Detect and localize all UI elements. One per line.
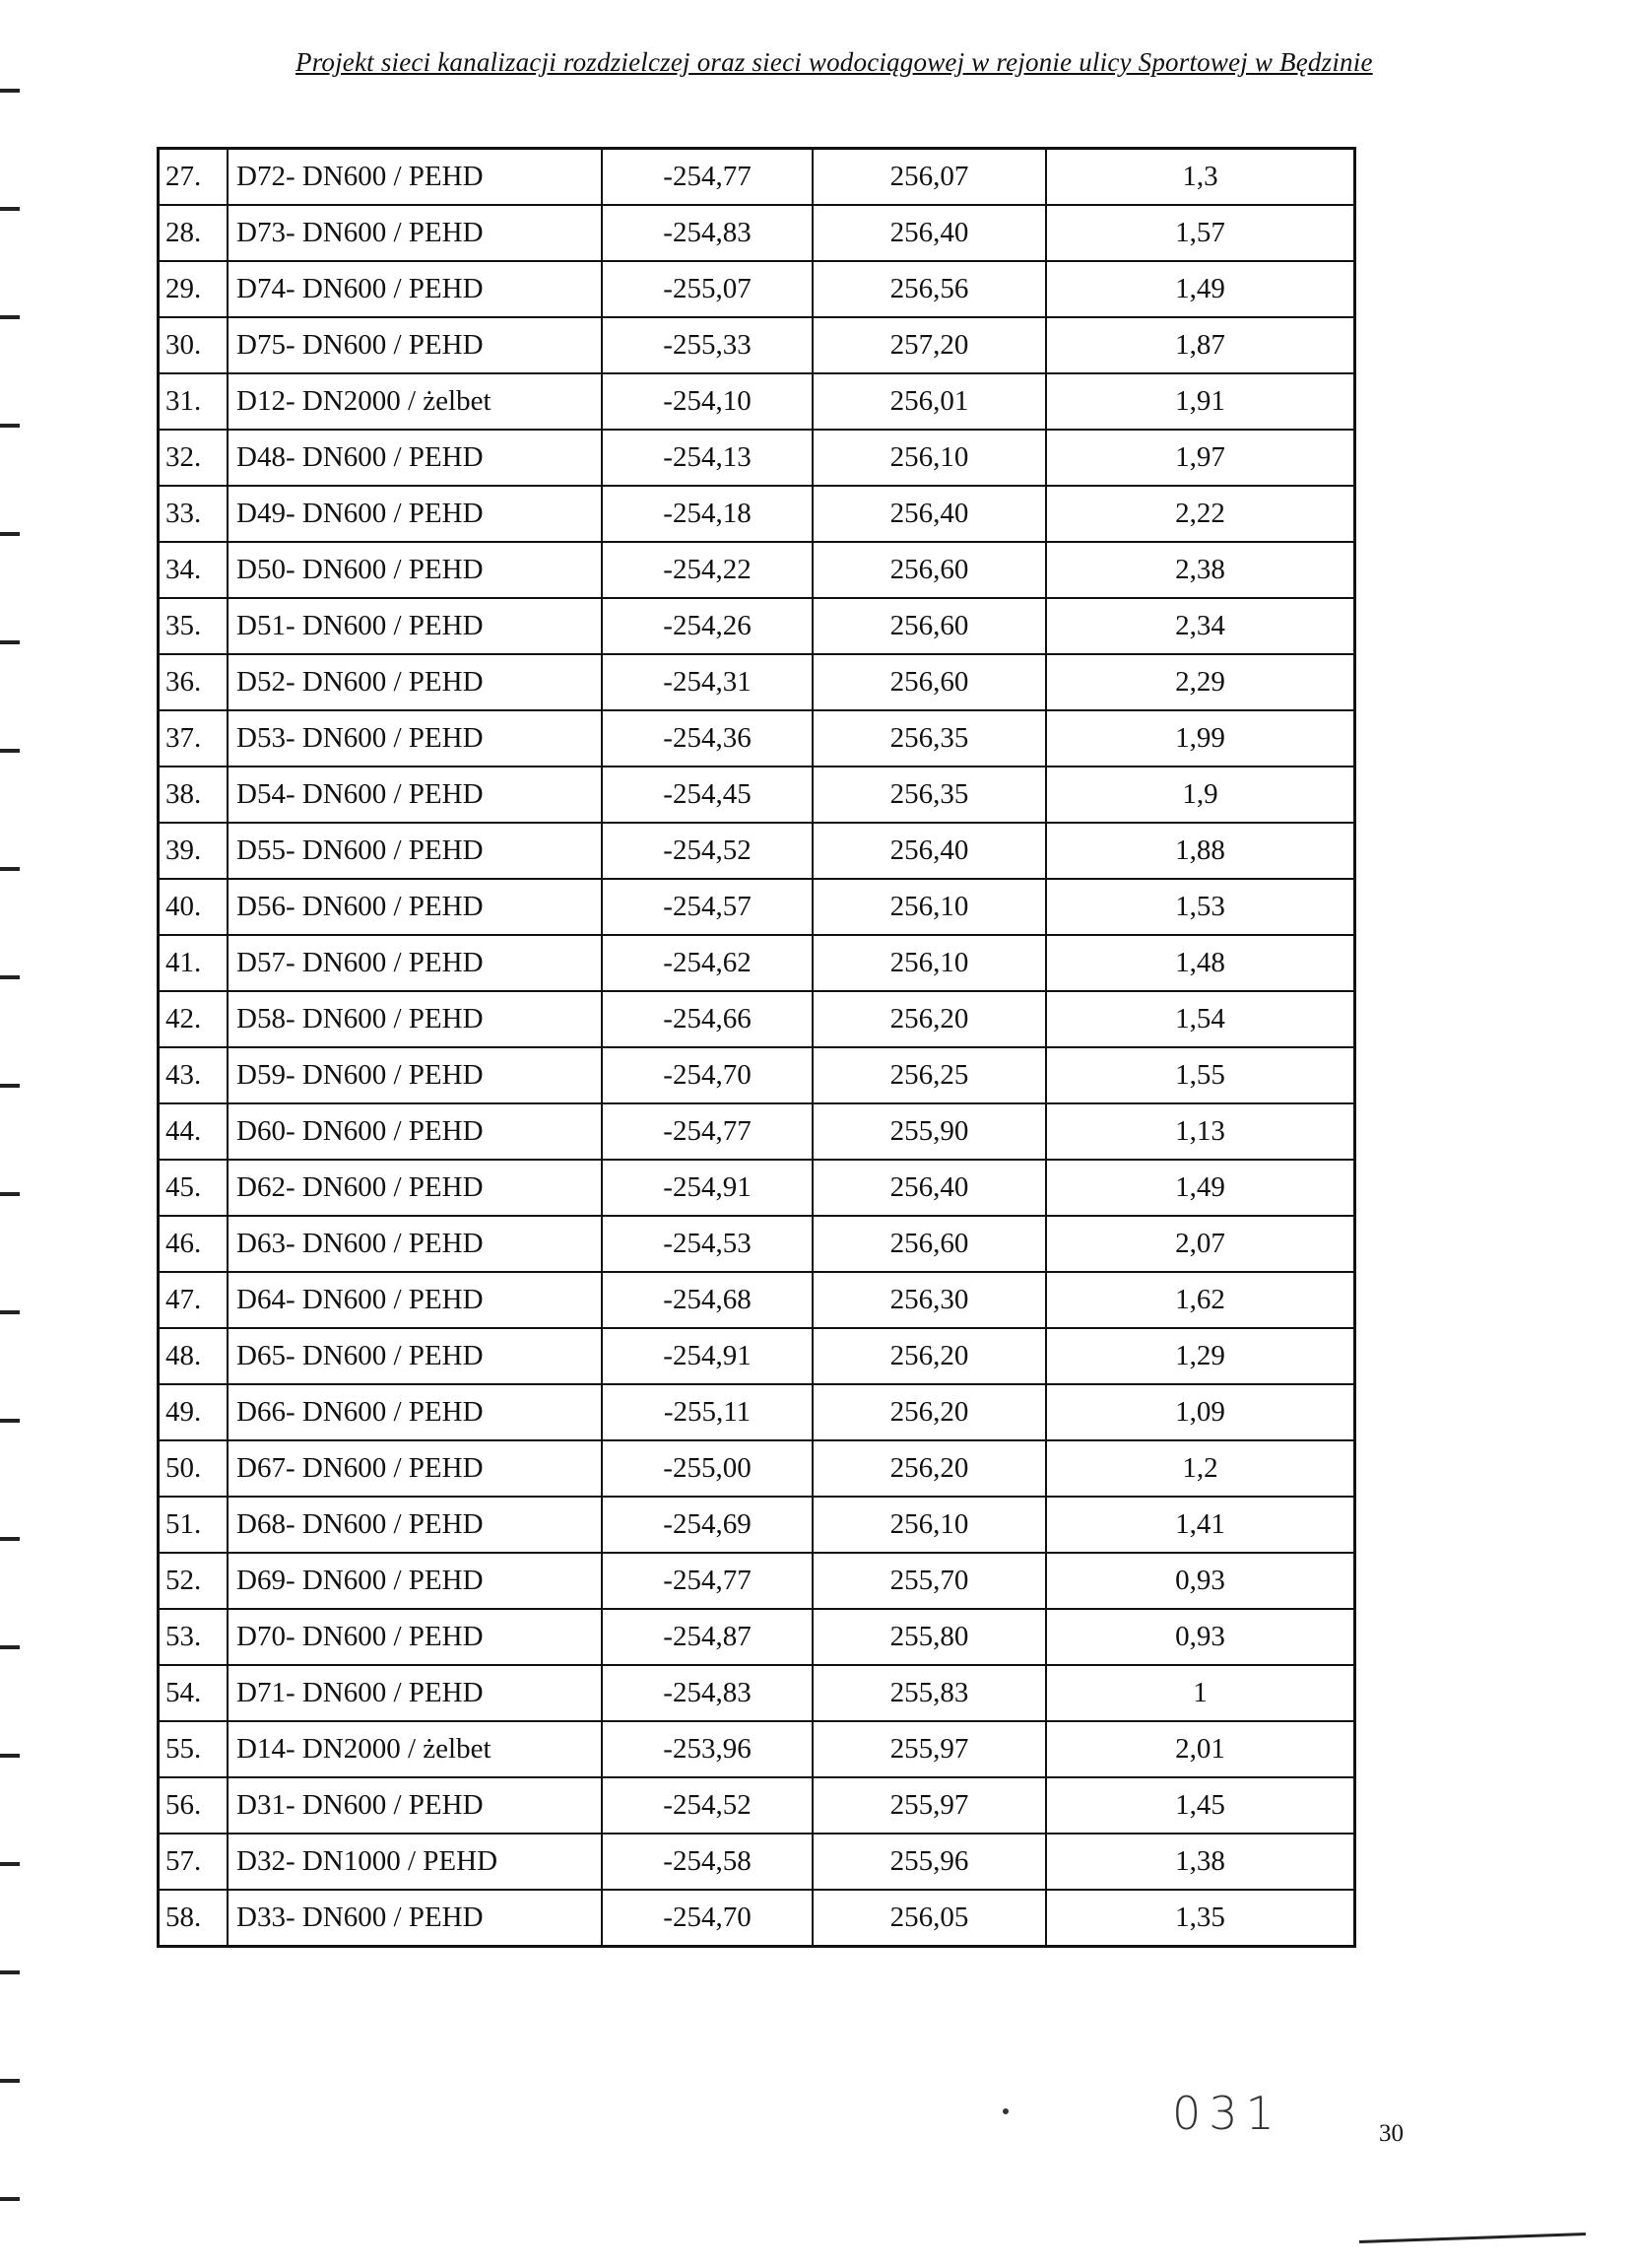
manhole-name-cell: D52- DN600 / PEHD [228,654,602,710]
table-body [159,149,1355,1947]
row-number-cell: 58. [159,1890,229,1947]
table-row [159,205,1355,261]
manhole-name-cell: D54- DN600 / PEHD [228,767,602,823]
manhole-name-cell: D60- DN600 / PEHD [228,1103,602,1160]
value-b-cell: 256,10 [813,935,1046,991]
manhole-name-cell: D55- DN600 / PEHD [228,823,602,879]
value-a-cell: -254,58 [602,1834,813,1890]
value-b-cell: 256,25 [813,1047,1046,1103]
margin-mark [0,749,20,753]
table-row [159,317,1355,373]
manhole-name-cell: D66- DN600 / PEHD [228,1384,602,1440]
row-number-cell: 45. [159,1160,229,1216]
table-row [159,486,1355,542]
table-row [159,1609,1355,1665]
row-number-cell: 50. [159,1440,229,1497]
row-number-cell: 31. [159,373,229,430]
value-a-cell: -254,31 [602,654,813,710]
margin-mark [0,532,20,536]
table-row [159,710,1355,767]
row-number-cell: 44. [159,1103,229,1160]
table-row [159,1777,1355,1834]
value-a-cell: -255,11 [602,1384,813,1440]
table-row [159,1440,1355,1497]
value-c-cell: 1,9 [1046,767,1355,823]
value-c-cell: 1,13 [1046,1103,1355,1160]
manhole-name-cell: D62- DN600 / PEHD [228,1160,602,1216]
value-b-cell: 256,40 [813,1160,1046,1216]
manhole-name-cell: D58- DN600 / PEHD [228,991,602,1047]
value-b-cell: 256,10 [813,1497,1046,1553]
row-number-cell: 43. [159,1047,229,1103]
manhole-name-cell: D51- DN600 / PEHD [228,598,602,654]
manhole-name-cell: D65- DN600 / PEHD [228,1328,602,1384]
value-a-cell: -254,87 [602,1609,813,1665]
value-b-cell: 256,40 [813,823,1046,879]
value-c-cell: 1,54 [1046,991,1355,1047]
table-row [159,654,1355,710]
value-b-cell: 256,60 [813,1216,1046,1272]
table-row [159,1328,1355,1384]
table-row [159,1890,1355,1947]
value-c-cell: 1,87 [1046,317,1355,373]
row-number-cell: 37. [159,710,229,767]
row-number-cell: 30. [159,317,229,373]
scan-speck [1003,2108,1009,2114]
value-a-cell: -254,91 [602,1160,813,1216]
margin-mark [0,1419,20,1423]
value-b-cell: 256,20 [813,991,1046,1047]
value-a-cell: -255,33 [602,317,813,373]
value-a-cell: -254,52 [602,823,813,879]
manhole-name-cell: D73- DN600 / PEHD [228,205,602,261]
row-number-cell: 47. [159,1272,229,1328]
value-c-cell: 1,99 [1046,710,1355,767]
value-b-cell: 256,56 [813,261,1046,317]
value-c-cell: 1,45 [1046,1777,1355,1834]
manhole-name-cell: D70- DN600 / PEHD [228,1609,602,1665]
value-c-cell: 1,48 [1046,935,1355,991]
table-row [159,1834,1355,1890]
value-c-cell: 2,22 [1046,486,1355,542]
value-b-cell: 256,60 [813,598,1046,654]
table-row [159,1665,1355,1721]
row-number-cell: 39. [159,823,229,879]
table-row [159,1047,1355,1103]
value-a-cell: -254,18 [602,486,813,542]
table-row [159,1103,1355,1160]
value-c-cell: 0,93 [1046,1553,1355,1609]
value-a-cell: -254,77 [602,1553,813,1609]
table-row [159,1272,1355,1328]
value-b-cell: 256,10 [813,879,1046,935]
row-number-cell: 52. [159,1553,229,1609]
manhole-name-cell: D49- DN600 / PEHD [228,486,602,542]
value-c-cell: 1,41 [1046,1497,1355,1553]
row-number-cell: 54. [159,1665,229,1721]
value-a-cell: -254,36 [602,710,813,767]
value-b-cell: 255,80 [813,1609,1046,1665]
table-row [159,598,1355,654]
table-row [159,1216,1355,1272]
value-c-cell: 1,29 [1046,1328,1355,1384]
row-number-cell: 36. [159,654,229,710]
table-row [159,373,1355,430]
value-a-cell: -253,96 [602,1721,813,1777]
value-c-cell: 1,97 [1046,430,1355,486]
manholes-table-container [157,147,1356,1948]
manhole-name-cell: D59- DN600 / PEHD [228,1047,602,1103]
value-c-cell: 1,88 [1046,823,1355,879]
row-number-cell: 33. [159,486,229,542]
value-c-cell: 1,62 [1046,1272,1355,1328]
table-row [159,149,1355,206]
value-b-cell: 256,30 [813,1272,1046,1328]
document-header: Projekt sieci kanalizacji rozdzielczej oraz sieci wodociągowej w rejonie ulicy Sportowej w Będzinie [295,47,1373,77]
row-number-cell: 51. [159,1497,229,1553]
value-c-cell: 1,49 [1046,1160,1355,1216]
value-a-cell: -254,77 [602,149,813,206]
manhole-name-cell: D12- DN2000 / żelbet [228,373,602,430]
value-b-cell: 255,70 [813,1553,1046,1609]
margin-mark [0,867,20,871]
manhole-name-cell: D57- DN600 / PEHD [228,935,602,991]
value-a-cell: -254,83 [602,205,813,261]
value-c-cell: 1,38 [1046,1834,1355,1890]
value-b-cell: 256,40 [813,486,1046,542]
margin-mark [0,1862,20,1866]
row-number-cell: 57. [159,1834,229,1890]
value-a-cell: -254,83 [602,1665,813,1721]
value-a-cell: -254,13 [602,430,813,486]
row-number-cell: 56. [159,1777,229,1834]
manhole-name-cell: D53- DN600 / PEHD [228,710,602,767]
manhole-name-cell: D67- DN600 / PEHD [228,1440,602,1497]
value-b-cell: 256,07 [813,149,1046,206]
row-number-cell: 53. [159,1609,229,1665]
value-c-cell: 1,57 [1046,205,1355,261]
margin-mark [0,1970,20,1974]
value-b-cell: 256,35 [813,710,1046,767]
value-b-cell: 256,60 [813,542,1046,598]
table-row [159,823,1355,879]
manhole-name-cell: D75- DN600 / PEHD [228,317,602,373]
manhole-name-cell: D33- DN600 / PEHD [228,1890,602,1947]
value-c-cell: 1,09 [1046,1384,1355,1440]
margin-mark [0,1084,20,1088]
value-b-cell: 255,96 [813,1834,1046,1890]
margin-mark [0,207,20,211]
value-c-cell: 2,07 [1046,1216,1355,1272]
value-c-cell: 1,55 [1046,1047,1355,1103]
value-b-cell: 256,35 [813,767,1046,823]
manhole-name-cell: D74- DN600 / PEHD [228,261,602,317]
value-a-cell: -255,00 [602,1440,813,1497]
manhole-name-cell: D64- DN600 / PEHD [228,1272,602,1328]
value-a-cell: -254,57 [602,879,813,935]
value-b-cell: 256,20 [813,1440,1046,1497]
manhole-name-cell: D56- DN600 / PEHD [228,879,602,935]
table-row [159,1497,1355,1553]
margin-mark [0,640,20,644]
value-b-cell: 256,60 [813,654,1046,710]
value-c-cell: 0,93 [1046,1609,1355,1665]
table-row [159,430,1355,486]
table-row [159,542,1355,598]
table-row [159,879,1355,935]
value-a-cell: -254,66 [602,991,813,1047]
value-a-cell: -254,91 [602,1328,813,1384]
row-number-cell: 28. [159,205,229,261]
value-c-cell: 1 [1046,1665,1355,1721]
page-number: 30 [1379,2120,1404,2147]
manhole-name-cell: D31- DN600 / PEHD [228,1777,602,1834]
row-number-cell: 41. [159,935,229,991]
value-c-cell: 1,91 [1046,373,1355,430]
value-a-cell: -254,62 [602,935,813,991]
table-row [159,991,1355,1047]
margin-mark [0,315,20,319]
row-number-cell: 32. [159,430,229,486]
manhole-name-cell: D72- DN600 / PEHD [228,149,602,206]
row-number-cell: 35. [159,598,229,654]
manhole-name-cell: D50- DN600 / PEHD [228,542,602,598]
table-row [159,1553,1355,1609]
manhole-name-cell: D48- DN600 / PEHD [228,430,602,486]
margin-mark [0,1310,20,1314]
margin-mark [0,1645,20,1649]
manhole-name-cell: D69- DN600 / PEHD [228,1553,602,1609]
value-c-cell: 2,38 [1046,542,1355,598]
value-a-cell: -254,52 [602,1777,813,1834]
row-number-cell: 48. [159,1328,229,1384]
value-c-cell: 2,01 [1046,1721,1355,1777]
scan-corner-line [1359,2233,1586,2243]
value-c-cell: 2,29 [1046,654,1355,710]
margin-mark [0,1754,20,1758]
value-b-cell: 255,97 [813,1777,1046,1834]
value-b-cell: 256,01 [813,373,1046,430]
table-row [159,935,1355,991]
margin-mark [0,424,20,428]
manhole-name-cell: D68- DN600 / PEHD [228,1497,602,1553]
value-b-cell: 256,10 [813,430,1046,486]
margin-mark [0,975,20,979]
manhole-name-cell: D32- DN1000 / PEHD [228,1834,602,1890]
row-number-cell: 49. [159,1384,229,1440]
table-row [159,1160,1355,1216]
manholes-table [157,147,1356,1948]
manhole-name-cell: D71- DN600 / PEHD [228,1665,602,1721]
value-b-cell: 257,20 [813,317,1046,373]
table-row [159,1721,1355,1777]
value-c-cell: 1,53 [1046,879,1355,935]
row-number-cell: 27. [159,149,229,206]
value-c-cell: 1,2 [1046,1440,1355,1497]
row-number-cell: 46. [159,1216,229,1272]
table-row [159,1384,1355,1440]
value-c-cell: 2,34 [1046,598,1355,654]
value-b-cell: 255,90 [813,1103,1046,1160]
value-c-cell: 1,49 [1046,261,1355,317]
margin-mark [0,2197,20,2201]
value-b-cell: 256,40 [813,205,1046,261]
value-b-cell: 255,83 [813,1665,1046,1721]
margin-mark [0,2079,20,2083]
stamp-number: 031 [1172,2087,1282,2140]
value-a-cell: -255,07 [602,261,813,317]
value-a-cell: -254,70 [602,1890,813,1947]
value-a-cell: -254,22 [602,542,813,598]
row-number-cell: 42. [159,991,229,1047]
value-a-cell: -254,10 [602,373,813,430]
manhole-name-cell: D14- DN2000 / żelbet [228,1721,602,1777]
value-a-cell: -254,70 [602,1047,813,1103]
row-number-cell: 55. [159,1721,229,1777]
table-row [159,767,1355,823]
manhole-name-cell: D63- DN600 / PEHD [228,1216,602,1272]
value-a-cell: -254,68 [602,1272,813,1328]
margin-mark [0,89,20,93]
value-a-cell: -254,69 [602,1497,813,1553]
value-c-cell: 1,35 [1046,1890,1355,1947]
margin-mark [0,1537,20,1541]
value-c-cell: 1,3 [1046,149,1355,206]
value-a-cell: -254,77 [602,1103,813,1160]
table-row [159,261,1355,317]
row-number-cell: 38. [159,767,229,823]
value-b-cell: 255,97 [813,1721,1046,1777]
margin-mark [0,1192,20,1196]
value-b-cell: 256,20 [813,1384,1046,1440]
value-b-cell: 256,05 [813,1890,1046,1947]
value-a-cell: -254,26 [602,598,813,654]
row-number-cell: 29. [159,261,229,317]
value-a-cell: -254,45 [602,767,813,823]
value-a-cell: -254,53 [602,1216,813,1272]
value-b-cell: 256,20 [813,1328,1046,1384]
row-number-cell: 34. [159,542,229,598]
row-number-cell: 40. [159,879,229,935]
